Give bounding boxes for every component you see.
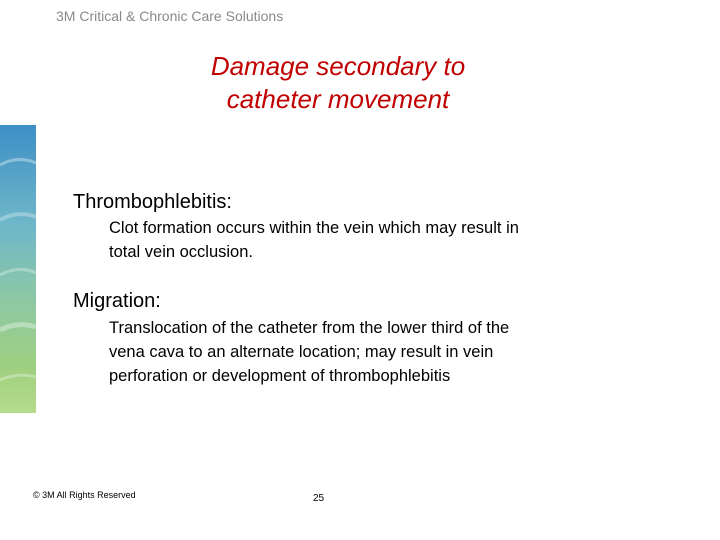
footer-copyright: © 3M All Rights Reserved (33, 490, 136, 500)
decorative-accent-strip (0, 125, 36, 413)
body-line: total vein occlusion. (109, 243, 253, 261)
accent-strip-graphic (0, 125, 36, 413)
body-line: Translocation of the catheter from the lower third of the (109, 319, 510, 337)
slide-title-line-2: catheter movement (226, 84, 450, 114)
body-line: perforation or development of thrombophlebitis (109, 367, 451, 385)
section-body-migration (109, 316, 629, 388)
company-header-text: 3M Critical & Chronic Care Solutions (56, 8, 284, 24)
body-line: Clot formation occurs within the vein which may result in (109, 219, 519, 237)
slide-title-line-1: Damage secondary to (210, 51, 466, 81)
section-heading-thrombophlebitis: Thrombophlebitis: (73, 191, 232, 213)
section-heading-migration: Migration: (73, 290, 161, 312)
page-number: 25 (313, 493, 325, 504)
slide-title (150, 50, 526, 116)
body-line: vena cava to an alternate location; may result in vein (109, 343, 494, 361)
section-body-thrombophlebitis (109, 216, 629, 264)
